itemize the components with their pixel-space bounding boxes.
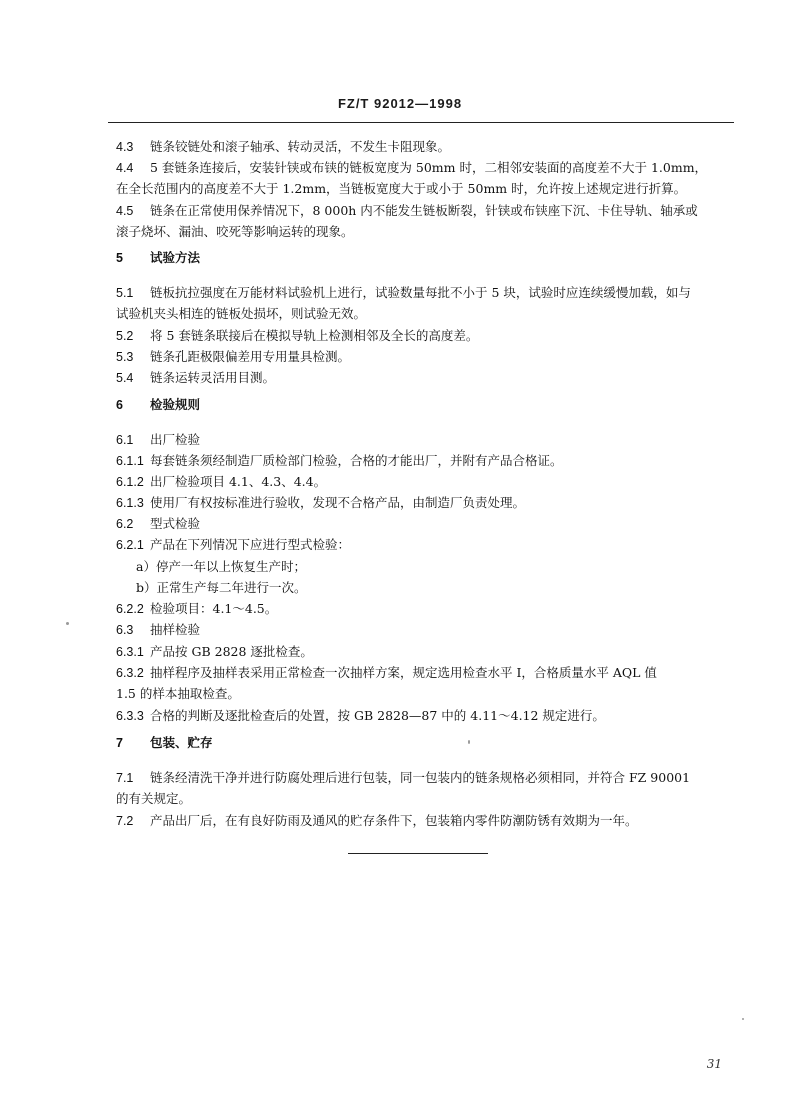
clause-text: 检验项目：4.1～4.5。: [150, 601, 278, 616]
clause-number: 7.2: [116, 814, 134, 828]
clause-line: [0, 493, 800, 513]
clause-line: [0, 811, 800, 831]
clause-number: 5: [116, 251, 123, 265]
clause-number: 6.1: [116, 433, 134, 447]
clause-line: [0, 158, 800, 178]
continuation-text: 在全长范围内的高度差不大于 1.2mm，当链板宽度大于或小于 50mm 时，允许按上述规定进行折算。: [116, 181, 687, 196]
continuation-line: [0, 789, 800, 809]
section-title: 试验方法: [150, 250, 201, 265]
clause-number: 5.1: [116, 286, 134, 300]
clause-line: [0, 768, 800, 788]
clause-line: [0, 514, 800, 534]
clause-number: 6.1.1: [116, 454, 144, 468]
clause-line: [0, 642, 800, 662]
clause-text: 链条铰链处和滚子轴承、转动灵活，不发生卡阻现象。: [150, 139, 451, 154]
clause-line: [0, 451, 800, 471]
clause-number: 4.3: [116, 140, 134, 154]
clause-number: 5.2: [116, 329, 134, 343]
sub-item-text: b）正常生产每二年进行一次。: [136, 580, 307, 595]
clause-text: 链板抗拉强度在万能材料试验机上进行，试验数量每批不小于 5 块，试验时应连续缓慢加载，如与: [150, 285, 691, 300]
clause-line: [0, 620, 800, 640]
section-title: 检验规则: [150, 397, 201, 412]
clause-text: 使用厂有权按标准进行验收，发现不合格产品，由制造厂负责处理。: [150, 495, 526, 510]
clause-number: 4.5: [116, 204, 134, 218]
section-heading: [0, 733, 800, 753]
clause-text: 产品出厂后，在有良好防雨及通风的贮存条件下，包装箱内零件防潮防锈有效期为一年。: [150, 813, 638, 828]
page-number: 31: [706, 1057, 722, 1071]
clause-text: 合格的判断及逐批检查后的处置，按 GB 2828—87 中的 4.11～4.12 规定进行。: [150, 708, 605, 723]
clause-number: 6.3.2: [116, 666, 144, 680]
clause-text: 出厂检验: [150, 432, 201, 447]
clause-line: [0, 283, 800, 303]
clause-line: [0, 368, 800, 388]
clause-line: [0, 706, 800, 726]
clause-number: 6.3.3: [116, 709, 144, 723]
clause-line: [0, 472, 800, 492]
clause-number: 6.2: [116, 517, 134, 531]
clause-line: [0, 347, 800, 367]
section-title: 包装、贮存: [150, 735, 213, 750]
clause-line: [0, 599, 800, 619]
clause-text: 5 套链条连接后，安装针铗或布铗的链板宽度为 50mm 时，二相邻安装面的高度差不大于 1.0mm，: [150, 160, 708, 175]
clause-text: 产品按 GB 2828 逐批检查。: [150, 644, 313, 659]
clause-number: 7.1: [116, 771, 134, 785]
sub-item: [0, 578, 800, 598]
section-heading: [0, 248, 800, 268]
clause-line: [0, 326, 800, 346]
clause-number: 6: [116, 398, 123, 412]
clause-line: [0, 535, 800, 555]
clause-line: [0, 430, 800, 450]
clause-text: 产品在下列情况下应进行型式检验：: [150, 537, 351, 552]
clause-text: 链条在正常使用保养情况下，8 000h 内不能发生链板断裂，针铗或布铗座下沉、卡住导轨、轴承或: [150, 203, 698, 218]
continuation-text: 1.5 的样本抽取检查。: [116, 686, 240, 701]
clause-number: 4.4: [116, 161, 134, 175]
continuation-line: [0, 179, 800, 199]
scan-speck: [66, 622, 69, 625]
clause-number: 5.3: [116, 350, 134, 364]
clause-number: 6.3.1: [116, 645, 144, 659]
clause-text: 型式检验: [150, 516, 201, 531]
clause-number: 6.2.1: [116, 538, 144, 552]
clause-number: 7: [116, 736, 123, 750]
end-rule: [348, 853, 488, 854]
continuation-text: 的有关规定。: [116, 791, 192, 806]
continuation-line: [0, 684, 800, 704]
continuation-text: 试验机夹头相连的链板处损坏，则试验无效。: [116, 306, 367, 321]
clause-number: 6.3: [116, 623, 134, 637]
sub-item: [0, 557, 800, 577]
continuation-text: 滚子烧坏、漏油、咬死等影响运转的现象。: [116, 224, 354, 239]
sub-item-text: a）停产一年以上恢复生产时；: [136, 559, 306, 574]
clause-text: 出厂检验项目 4.1、4.3、4.4。: [150, 474, 327, 489]
section-heading: [0, 395, 800, 415]
continuation-line: [0, 304, 800, 324]
clause-number: 6.2.2: [116, 602, 144, 616]
clause-line: [0, 663, 800, 683]
clause-text: 链条经清洗干净并进行防腐处理后进行包装，同一包装内的链条规格必须相同，并符合 FZ 90001: [150, 770, 691, 785]
clause-text: 链条孔距极限偏差用专用量具检测。: [150, 349, 351, 364]
clause-text: 每套链条须经制造厂质检部门检验，合格的才能出厂，并附有产品合格证。: [150, 453, 563, 468]
clause-text: 抽样程序及抽样表采用正常检查一次抽样方案，规定选用检查水平 Ⅰ，合格质量水平 AQL 值: [150, 665, 657, 680]
clause-number: 5.4: [116, 371, 134, 385]
clause-line: [0, 201, 800, 221]
standard-number-header: FZ/T 92012—1998: [337, 96, 463, 111]
continuation-line: [0, 222, 800, 242]
clause-text: 链条运转灵活用目测。: [150, 370, 276, 385]
scan-speck: [742, 1018, 744, 1020]
clause-number: 6.1.2: [116, 475, 144, 489]
scan-speck: [468, 740, 470, 744]
clause-line: [0, 137, 800, 157]
header-rule: [108, 122, 734, 123]
clause-text: 抽样检验: [150, 622, 201, 637]
clause-text: 将 5 套链条联接后在模拟导轨上检测相邻及全长的高度差。: [150, 328, 479, 343]
clause-number: 6.1.3: [116, 496, 144, 510]
